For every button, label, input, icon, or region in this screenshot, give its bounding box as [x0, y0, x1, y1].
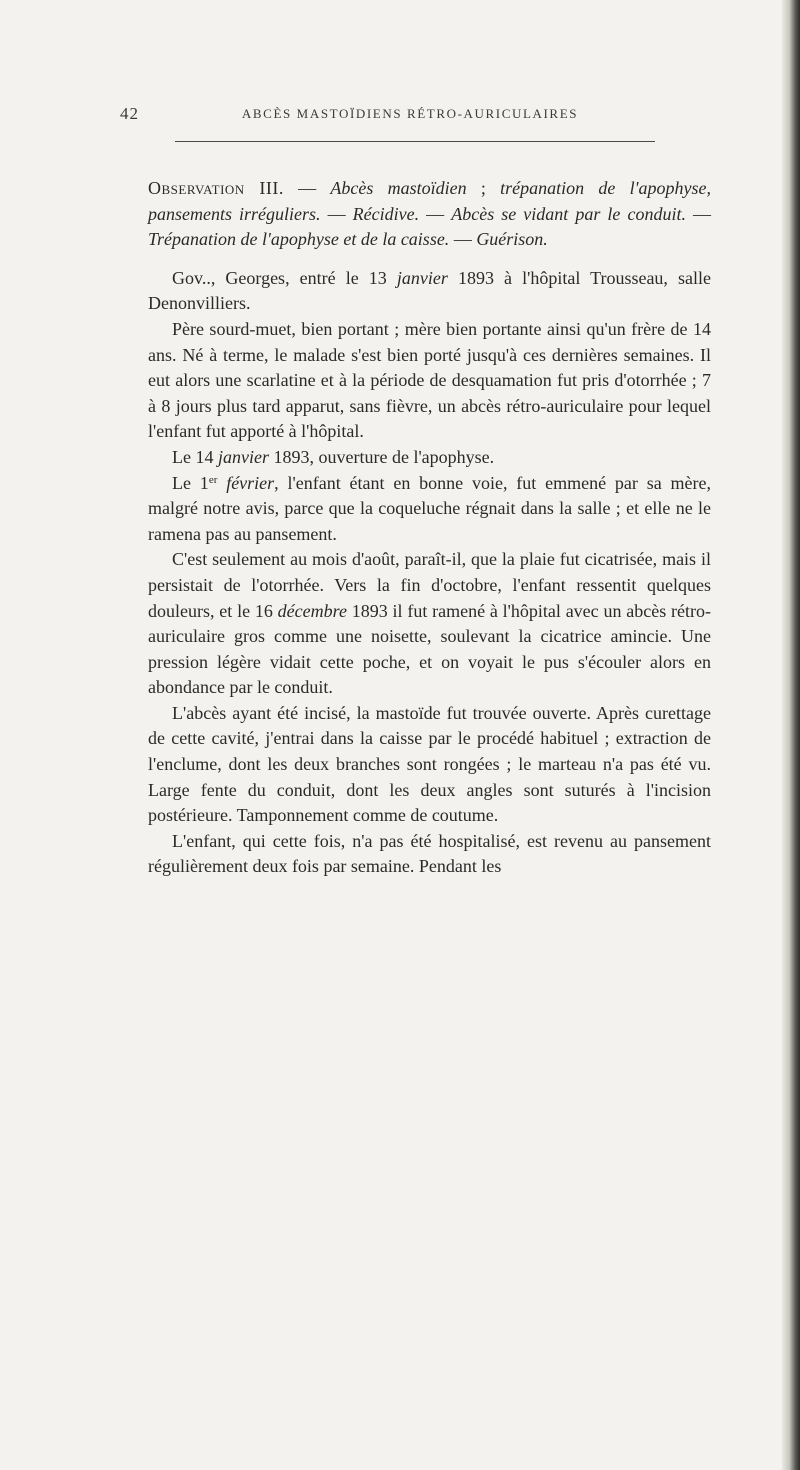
heading-phrase: Récidive. [352, 203, 420, 224]
observation-label: Observation III. [148, 178, 284, 198]
paragraph-discharge [148, 471, 711, 548]
heading-dash: — [685, 203, 712, 224]
heading-dash: — [419, 203, 452, 224]
paragraph-recurrence [148, 547, 711, 701]
paragraph-second-operation: L'abcès ayant été incisé, la mastoïde fut trouvée ouverte. Après curettage de cette cavité, j'entrai dans la caisse par le procédé habituel ; extraction de l'enclume, dont les deux branches sont rongées ; le marteau n'a pas été vu. Large fente du conduit, dont les deux angles sont suturés à l'incision postérieure. Tamponnement comme de coutume. [148, 702, 711, 826]
date-month: janvier [396, 267, 448, 288]
paragraph-first-operation [148, 445, 711, 471]
text-run: , l'enfant étant en bonne voie, fut emmené par sa mère, malgré notre avis, parce que la coqueluche régnait dans la salle ; et elle ne le ramena pas au pansement. [148, 472, 711, 544]
heading-separator: ; [466, 178, 501, 198]
text-run: Gov.., Georges, entré le 13 [172, 267, 397, 288]
date-month: décembre [277, 600, 347, 621]
heading-dash: — [320, 203, 353, 224]
text-run: C'est seulement au mois d'août, paraît-il, que la plaie fut cicatrisée, mais il persistait de l'otorrhée. Vers la fin d'octobre, l'enfant ressentit quelques douleurs, et le 16 [148, 549, 711, 621]
heading-phrase: trépanation de l'apophyse, pansements irréguliers. [148, 178, 711, 224]
text-run: 1893 il fut ramené à l'hôpital avec un abcès rétro-auriculaire gros comme une noisette, soulevant la cicatrice amincie. Une pression légère vidait cette poche, et on voyait le pus s'écouler alors en abondance par le conduit. [148, 600, 711, 698]
paragraph-history: Père sourd-muet, bien portant ; mère bien portante ainsi qu'un frère de 14 ans. Né à terme, le malade s'est bien porté jusqu'à ces dernières semaines. Il eut alors une scarlatine et à la période de desquamation fut pris d'otorrhée ; 7 à 8 jours plus tard apparut, sans fièvre, un abcès rétro-auriculaire pour lequel l'enfant fut apporté à l'hôpital. [148, 318, 711, 442]
text-run: Le 14 [172, 446, 218, 467]
date-month: janvier [217, 446, 269, 467]
book-page-edge [782, 0, 800, 1470]
heading-phrase: Abcès se vidant par le conduit. [451, 203, 686, 224]
running-title: ABCÈS MASTOÏDIENS RÉTRO-AURICULAIRES [241, 106, 579, 121]
page-number: 42 [120, 104, 139, 123]
page-body [148, 176, 711, 880]
heading-phrase: Abcès mastoïdien [330, 178, 467, 198]
text-run: 1893, ouverture de l'apophyse. [268, 446, 495, 467]
paragraph-admission [148, 266, 711, 317]
observation-heading [148, 176, 711, 253]
date-month: février [226, 472, 275, 493]
heading-phrase: Trépanation de l'apophyse et de la caisse. [148, 229, 450, 250]
heading-phrase: Guérison. [476, 229, 548, 250]
ordinal-superscript: er [208, 473, 218, 486]
header-rule [175, 141, 655, 142]
heading-dash: — [449, 229, 477, 250]
text-run: Le 1 [172, 472, 209, 493]
running-head [120, 104, 700, 128]
paragraph-follow-up: L'enfant, qui cette fois, n'a pas été hospitalisé, est revenu au pansement régulièrement deux fois par semaine. Pendant les [148, 830, 711, 877]
heading-dash: — [283, 178, 331, 198]
text-run: 1893 à l'hôpital Trousseau, salle Denonvilliers. [148, 267, 711, 314]
